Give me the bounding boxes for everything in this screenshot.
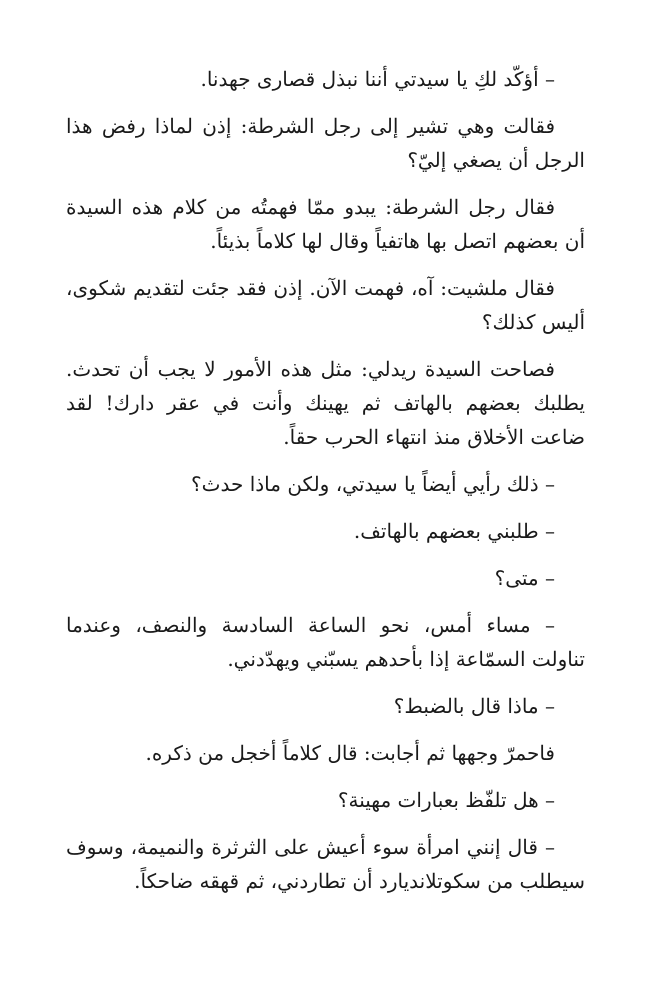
paragraph: فقال ملشيت: آه، فهمت الآن. إذن فقد جئت لتقديم شكوى، أليس كذلك؟: [66, 276, 585, 334]
paragraph: – ذلك رأيي أيضاً يا سيدتي، ولكن ماذا حدث؟: [191, 472, 555, 496]
paragraph: فاحمرّ وجهها ثم أجابت: قال كلاماً أخجل من ذكره.: [145, 741, 555, 765]
paragraph: فصاحت السيدة ريدلي: مثل هذه الأمور لا يجب أن تحدث. يطلبك بعضهم بالهاتف ثم يهينك وأنت في عقر دارك! لقد ضاعت الأخلاق منذ انتهاء الحرب حقاً.: [66, 357, 585, 449]
paragraph: – متى؟: [494, 566, 555, 590]
paragraph: – هل تلفّظ بعبارات مهينة؟: [337, 788, 555, 812]
paragraph: – مساء أمس، نحو الساعة السادسة والنصف، وعندما تناولت السمّاعة إذا بأحدهم يسبّني ويهدّدني.: [66, 613, 585, 671]
paragraph: – طلبني بعضهم بالهاتف.: [353, 519, 555, 543]
paragraph: – قال إنني امرأة سوء أعيش على الثرثرة والنميمة، وسوف سيطلب من سكوتلانديارد أن تطاردني، ثم قهقه ضاحكاً.: [66, 835, 585, 893]
paragraph: – ماذا قال بالضبط؟: [393, 694, 555, 718]
book-page: [66, 62, 585, 911]
paragraph: – أؤكّد لكِ يا سيدتي أننا نبذل قصارى جهدنا.: [200, 67, 555, 91]
paragraph: فقال رجل الشرطة: يبدو ممّا فهمتُه من كلام هذه السيدة أن بعضهم اتصل بها هاتفياً وقال لها كلاماً بذيئاً.: [66, 195, 585, 253]
paragraph: فقالت وهي تشير إلى رجل الشرطة: إذن لماذا رفض هذا الرجل أن يصغي إليّ؟: [66, 114, 585, 172]
